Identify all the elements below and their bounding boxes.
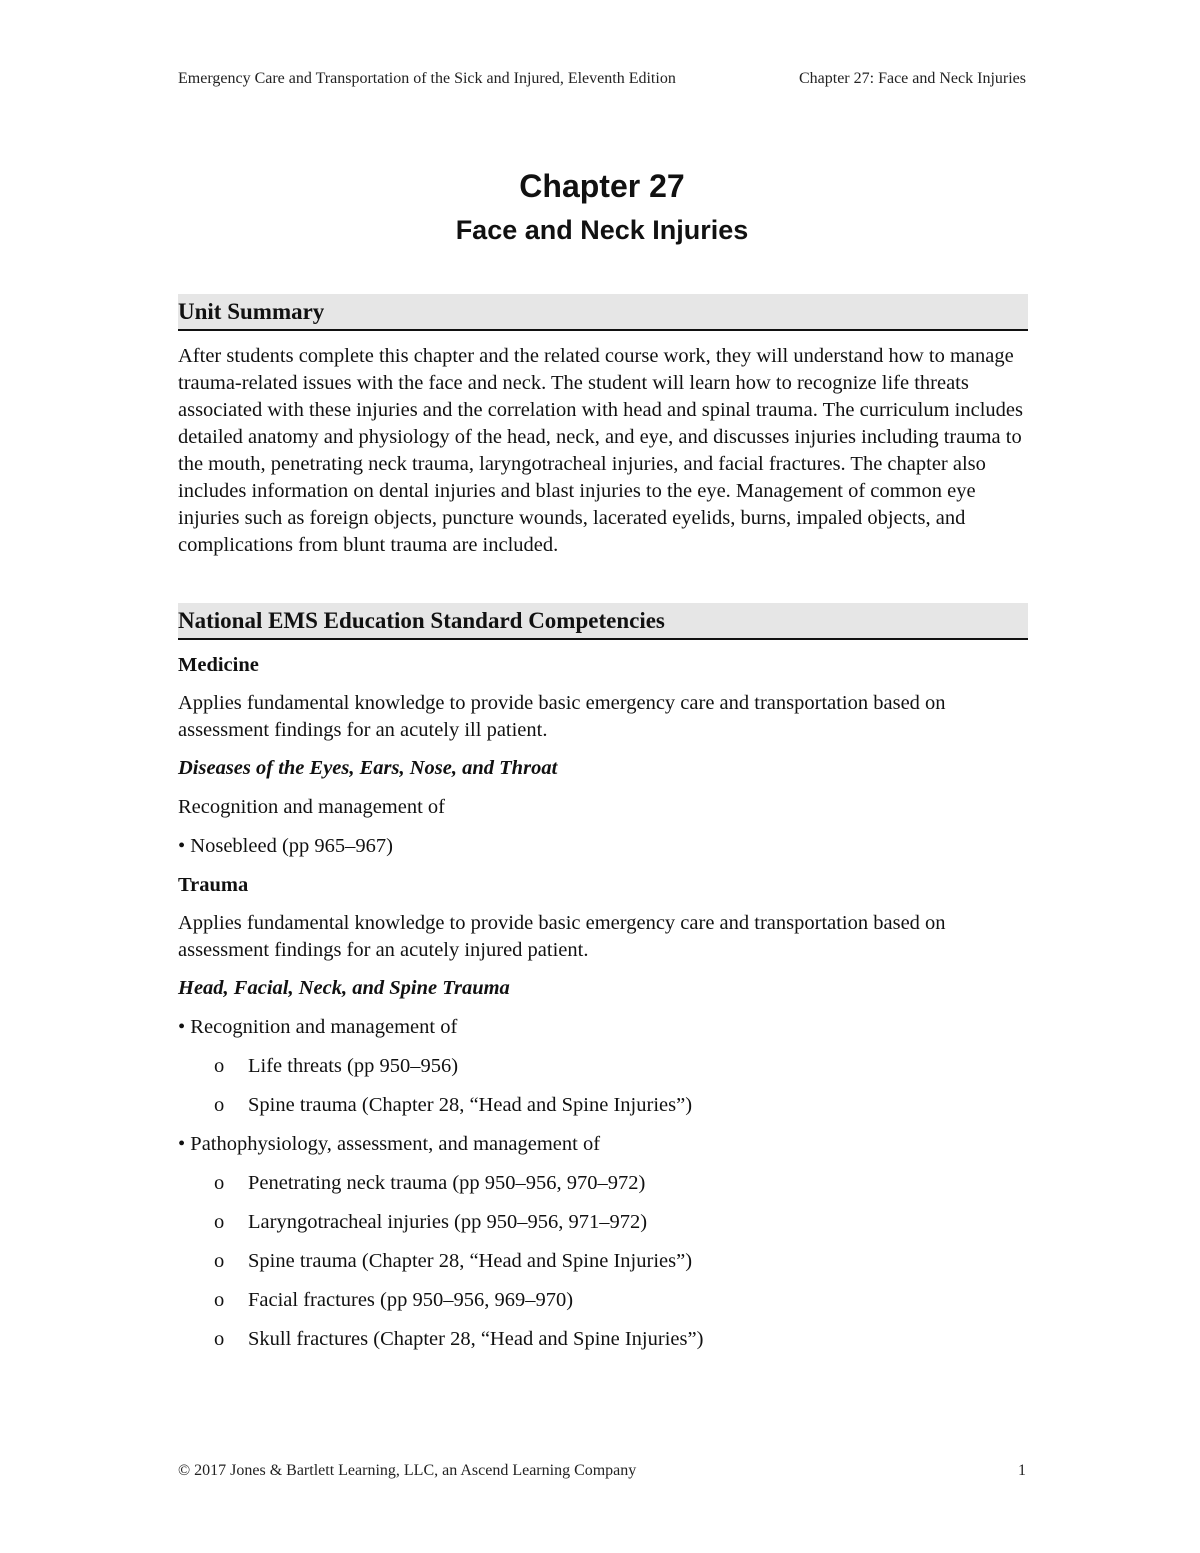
bullet-marker: o [214,1172,225,1194]
medicine-heading: Medicine [178,654,259,676]
main-content [178,294,1028,1353]
medicine-text: Applies fundamental knowledge to provide basic emergency care and transportation based on assessment findings for an acutely ill patient. [178,692,946,741]
list-item [178,1287,1028,1314]
recognition-bullet: • Recognition and management of [178,1016,458,1038]
running-footer [178,1462,1026,1480]
title-block [178,164,1026,250]
list-item-text: Facial fractures (pp 950–956, 969–970) [248,1289,574,1311]
bullet-marker: o [214,1094,225,1116]
header-chapter-title: Chapter 27: Face and Neck Injuries [798,70,1026,87]
header-book-title: Emergency Care and Transportation of the Sick and Injured, Eleventh Edition [178,70,676,87]
chapter-number: Chapter 27 [519,168,685,204]
list-item [178,1092,1028,1119]
unit-summary-text: After students complete this chapter and the related course work, they will understand how to manage trauma-related issues with the face and neck. The student will learn how to recognize life threats associated with these injuries and the correlation with head and spinal trauma. The curriculum includes detailed anatomy and physiology of the head, neck, and eye, and discusses injuries including trauma to the mouth, penetrating neck trauma, laryngotracheal injuries, and facial fractures. The chapter also includes information on dental injuries and blast injuries to the eye. Management of common eye injuries such as foreign objects, puncture wounds, lacerated eyelids, burns, impaled objects, and complications from blunt trauma are included. [178,345,1023,556]
list-item [178,1248,1028,1275]
page-number: 1 [1018,1462,1026,1479]
section-spacer [178,559,1028,603]
list-item-text: Life threats (pp 950–956) [248,1055,459,1077]
unit-summary-heading: Unit Summary [178,294,1028,331]
nosebleed-bullet: • Nosebleed (pp 965–967) [178,835,393,857]
trauma-text: Applies fundamental knowledge to provide basic emergency care and transportation based on assessment findings for an acutely injured patient. [178,912,946,961]
chapter-title: Face and Neck Injuries [455,215,749,245]
bullet-marker: o [214,1211,225,1233]
bullet-marker: o [214,1250,225,1272]
hfns-subheading: Head, Facial, Neck, and Spine Trauma [178,977,510,999]
list-item-text: Skull fractures (Chapter 28, “Head and Spine Injuries”) [248,1328,704,1350]
list-item-text: Spine trauma (Chapter 28, “Head and Spine Injuries”) [248,1250,693,1272]
list-item-text: Penetrating neck trauma (pp 950–956, 970–972) [248,1172,646,1194]
competencies-heading: National EMS Education Standard Competencies [178,603,1028,640]
list-item [178,1170,1028,1197]
bullet-marker: o [214,1328,225,1350]
medicine-intro: Recognition and management of [178,796,445,818]
list-item [178,1326,1028,1353]
trauma-heading: Trauma [178,874,249,896]
bullet-marker: o [214,1289,225,1311]
list-item-text: Laryngotracheal injuries (pp 950–956, 971–972) [248,1211,648,1233]
footer-copyright: © 2017 Jones & Bartlett Learning, LLC, an Ascend Learning Company [178,1462,637,1479]
running-header [178,70,1026,88]
pathophysiology-bullet: • Pathophysiology, assessment, and management of [178,1133,601,1155]
list-item [178,1053,1028,1080]
eent-subheading: Diseases of the Eyes, Ears, Nose, and Throat [178,757,558,779]
list-item [178,1209,1028,1236]
list-item-text: Spine trauma (Chapter 28, “Head and Spine Injuries”) [248,1094,693,1116]
bullet-marker: o [214,1055,225,1077]
